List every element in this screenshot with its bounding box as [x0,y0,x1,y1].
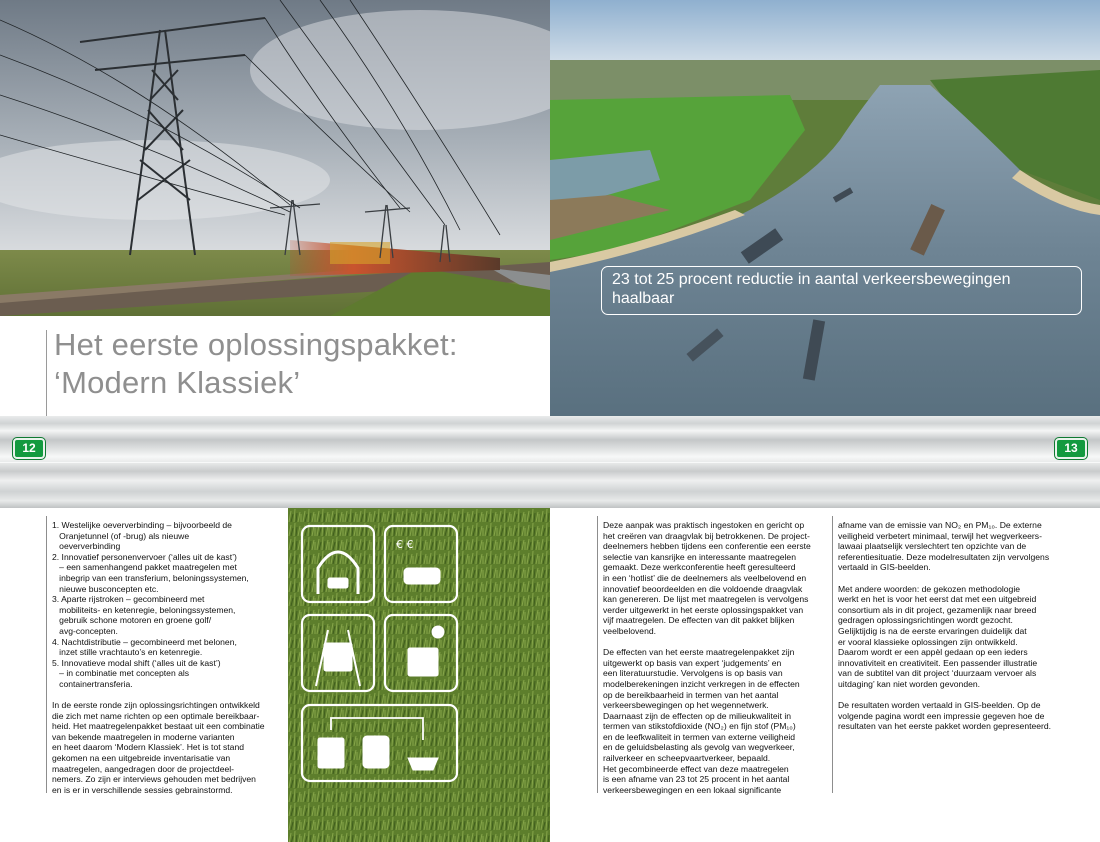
intro-paragraph-line: en heet daarom ‘Modern Klassiek’. Het is tot stand [52,742,245,753]
list-item-line: 5. Innovatieve modal shift (‘alles uit de kast’) [52,657,221,668]
col4-paragraph-2 [838,584,1068,690]
list-item-line: – een samenhangend pakket maatregelen met [52,562,237,573]
list-item-line: Oranjetunnel (of -brug) als nieuwe [52,530,190,541]
col4-p3-line: volgende pagina wordt een impressie gegeven hoe de [838,710,1045,721]
col4-p1-line: vertaald in GIS-beelden. [838,562,931,573]
list-item [52,658,280,690]
list-item-line: oeververbinding [52,541,121,552]
list-item-line: avg-concepten. [52,625,118,636]
intro-paragraph [52,700,280,795]
col3-p1-line: veelbelovend. [603,625,657,636]
list-item [52,520,280,552]
intro-paragraph-line: die zich met name richten op een optimale bereikbaar- [52,710,260,721]
col4-p1-line: veiligheid verbetert minimaal, terwijl het wegverkeers- [838,530,1042,541]
col3-p1-line: verder uitgewerkt in het eerste oplossingspakket van [603,604,804,615]
col4-p2-line: uitdaging’ kan niet worden gevonden. [838,678,981,689]
col3-p1-line: in een ‘hotlist’ die de deelnemers als veelbelovend en [603,572,807,583]
text-column-4 [838,520,1068,742]
col3-p2-line: uitgewerkt op basis van expert ‘judgements’ en [603,657,782,668]
col3-p2-line: op de bereikbaarheid in termen van het aantal [603,689,779,700]
col3-p1-line: innovatief beoordeelden en die voldoende draagvlak [603,583,803,594]
col3-p1-line: het creëren van draagvlak bij betrokkenen. De project- [603,530,810,541]
list-item [52,552,280,594]
band-highlight [0,462,1100,463]
col3-p1-line: vijf maatregelen. De effecten van dit pakket blijken [603,615,795,626]
svg-text:€ €: € € [396,538,414,551]
intro-paragraph-line: van bekende maatregelen in moderne varianten [52,731,235,742]
intro-paragraph-line: In de eerste ronde zijn oplossingsrichtingen ontwikkeld [52,700,260,711]
list-item-line: 4. Nachtdistributie – gecombineerd met belonen, [52,636,237,647]
col4-p2-line: werkt en het is voor het eerst dat met een uitgebreid [838,594,1037,605]
intro-paragraph-line: gekomen na een uitgebreide inventarisatie van [52,753,231,764]
col3-paragraph-2 [603,647,825,795]
text-column-3 [603,520,825,806]
col3-p2-line: verkeersbewegingen op het wegennetwerk. [603,700,769,711]
col4-paragraph-1 [838,520,1068,573]
intro-paragraph-line: nemers. Zo zijn er interviews gehouden met bedrijven [52,774,256,785]
intro-paragraph-line: heid. Het maatregelenpakket bestaat uit een combinatie [52,721,265,732]
col4-p2-line: er vooral klassieke oplossingen zijn ontwikkeld. [838,636,1018,647]
list-item-line: nieuwe busconcepten etc. [52,583,159,594]
list-item-line: mobiliteits- en ketenregie, beloningssystemen, [52,604,236,615]
list-item-line: 3. Aparte rijstroken – gecombineerd met [52,594,205,605]
col4-p2-line: consortium als in dit project, gezamenlijk naar breed [838,604,1037,615]
photo-power-lines-train [0,0,550,316]
col3-p2-line: is een afname van 23 tot 25 procent in het aantal [603,774,790,785]
page-title-line-1: Het eerste oplossingspakket: [54,327,458,362]
col3-p1-line: Deze aanpak was praktisch ingestoken en gericht op [603,520,805,530]
column-rule-3 [597,516,598,793]
list-item-line: inbegrip van een transferium, beloningssystemen, [52,572,249,583]
col3-p1-line: gemaakt. Deze werkconferentie heeft geresulteerd [603,562,796,573]
col3-paragraph-1 [603,520,825,637]
col4-p1-line: afname van de emissie van NO₂ en PM₁₀. De externe [838,520,1042,530]
col4-p2-line: gedragen oplossingsrichtingen wordt gezocht. [838,615,1013,626]
col4-p3-line: De resultaten worden vertaald in GIS-beelden. Op de [838,700,1041,711]
col4-p1-line: lawaai plaatselijk verslechtert ten opzichte van de [838,541,1027,552]
headline-line-1: 23 tot 25 procent reductie in aantal verkeersbewegingen [612,271,1011,288]
list-item-line: inzet stille vrachtauto’s en ketenregie. [52,647,203,658]
headline-callout [601,266,1082,315]
col3-p2-line: verkeersbewegingen en een lokaal significante [603,784,782,795]
list-item-line: 2. Innovatief personenvervoer (‘alles uit de kast’) [52,551,237,562]
text-column-1 [52,520,280,795]
col3-p2-line: een literatuurstudie. Vervolgens is op basis van [603,668,783,679]
grass-icon-panel [288,508,550,842]
col4-p2-line: van de subtitel van dit project ‘duurzaam vervoer als [838,668,1037,679]
column-rule-1 [46,516,47,793]
intro-paragraph-line: en is er in verschillende sessies gebrainstormd. [52,784,233,795]
list-item-line: – in combinatie met concepten als [52,668,190,679]
col3-p2-line: termen van stikstofdioxide (NO₂) en fijn stof (PM₁₀) [603,721,796,732]
list-item-line: 1. Westelijke oeververbinding – bijvoorbeeld de [52,520,232,530]
page-number-right: 13 [1055,438,1087,459]
col3-p2-line: De effecten van het eerste maatregelenpakket zijn [603,647,795,658]
col4-p1-line: referentiesituatie. Deze modelresultaten zijn vervolgens [838,551,1050,562]
col3-p2-line: en de geluidsbelasting als gevolg van wegverkeer, [603,742,795,753]
page-number-left: 12 [13,438,45,459]
col4-p2-line: Daarom wordt er een appèl gedaan op een ieders [838,647,1028,658]
page-title-line-2: ‘Modern Klassiek’ [54,365,301,400]
list-item [52,594,280,636]
col3-p2-line: Daarnaast zijn de effecten op de milieukwaliteit in [603,710,792,721]
col3-p2-line: Het gecombineerde effect van deze maatregelen [603,763,789,774]
column-rule-4 [832,516,833,793]
list-item [52,637,280,658]
col3-p2-line: railverkeer en scheepvaartverkeer, bepaald. [603,753,771,764]
measures-list [52,520,280,700]
list-item-line: gebruik schone motoren en groene golf/ [52,615,212,626]
intro-paragraph-line: maatregelen, aangedragen door de projectdeel- [52,763,235,774]
col3-p1-line: selectie van kansrijke en interessante maatregelen [603,551,796,562]
col3-p2-line: en de leefkwaliteit in termen van externe veiligheid [603,731,796,742]
col3-p1-line: deelnemers hebben tijdens een conferentie een eerste [603,541,811,552]
headline-line-2: haalbaar [612,290,675,307]
col4-p2-line: Met andere woorden: de gekozen methodologie [838,583,1021,594]
col3-p2-line: modelberekeningen inzicht verkregen in de effecten [603,678,800,689]
col4-p2-line: innovativiteit en creativiteit. Een passender illustratie [838,657,1038,668]
col4-p2-line: Gelijktijdig is na de eerste ervaringen duidelijk dat [838,625,1027,636]
col4-paragraph-3 [838,700,1068,732]
col4-p3-line: resultaten van het eerste pakket worden gepresenteerd. [838,721,1052,732]
col3-p1-line: kan genereren. De lijst met maatregelen is vervolgens [603,594,809,605]
page-title [54,326,544,402]
title-rule [46,330,47,416]
photo-river-barges [550,0,1100,416]
list-item-line: containertransferia. [52,678,133,689]
